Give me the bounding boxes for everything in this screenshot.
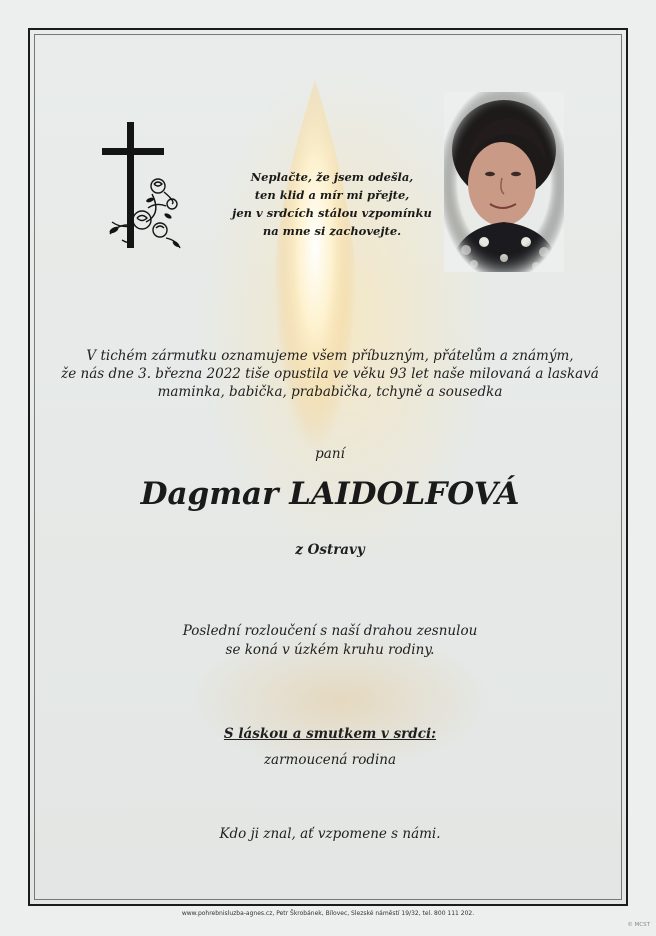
cross-with-roses-icon — [102, 122, 184, 252]
death-announcement — [60, 347, 600, 401]
poem-line: jen v srdcích stálou vzpomínku — [232, 206, 432, 220]
poem-line: Neplačte, že jsem odešla, — [250, 170, 414, 184]
farewell-line: Poslední rozloučení s naší drahou zesnulou — [182, 623, 478, 639]
honorific: paní — [315, 446, 345, 462]
memorial-poem — [220, 168, 444, 240]
signature-family: zarmoucená rodina — [263, 752, 397, 768]
deceased-name: Dagmar LAIDOLFOVÁ — [140, 476, 520, 512]
announcement-line: maminka, babička, prababička, tchyně a sousedka — [157, 384, 503, 400]
deceased-origin: z Ostravy — [295, 542, 365, 558]
closing-line: Kdo ji znal, ať vzpomene s námi. — [219, 826, 441, 842]
farewell-line: se koná v úzkém kruhu rodiny. — [225, 642, 435, 658]
signature-heading: S láskou a smutkem v srdci: — [223, 726, 437, 742]
poem-line: na mne si zachovejte. — [262, 224, 402, 238]
print-mark: © MCST — [627, 922, 650, 928]
candle-flame-image — [255, 70, 375, 500]
funeral-service-footer: www.pohrebnisluzba-agnes.cz, Petr Škrobánek, Bílovec, Slezské náměstí 19/32, tel. 800 111 202. — [181, 910, 475, 917]
announcement-line: V tichém zármutku oznamujeme všem příbuzným, přátelům a známým, — [86, 348, 574, 364]
announcement-line: že nás dne 3. března 2022 tiše opustila ve věku 93 let naše milovaná a laskavá — [61, 366, 599, 382]
portrait-photo — [444, 92, 564, 272]
farewell-notice — [90, 622, 570, 660]
poem-line: ten klid a mír mi přejte, — [254, 188, 410, 202]
mourning-frame — [28, 28, 628, 906]
